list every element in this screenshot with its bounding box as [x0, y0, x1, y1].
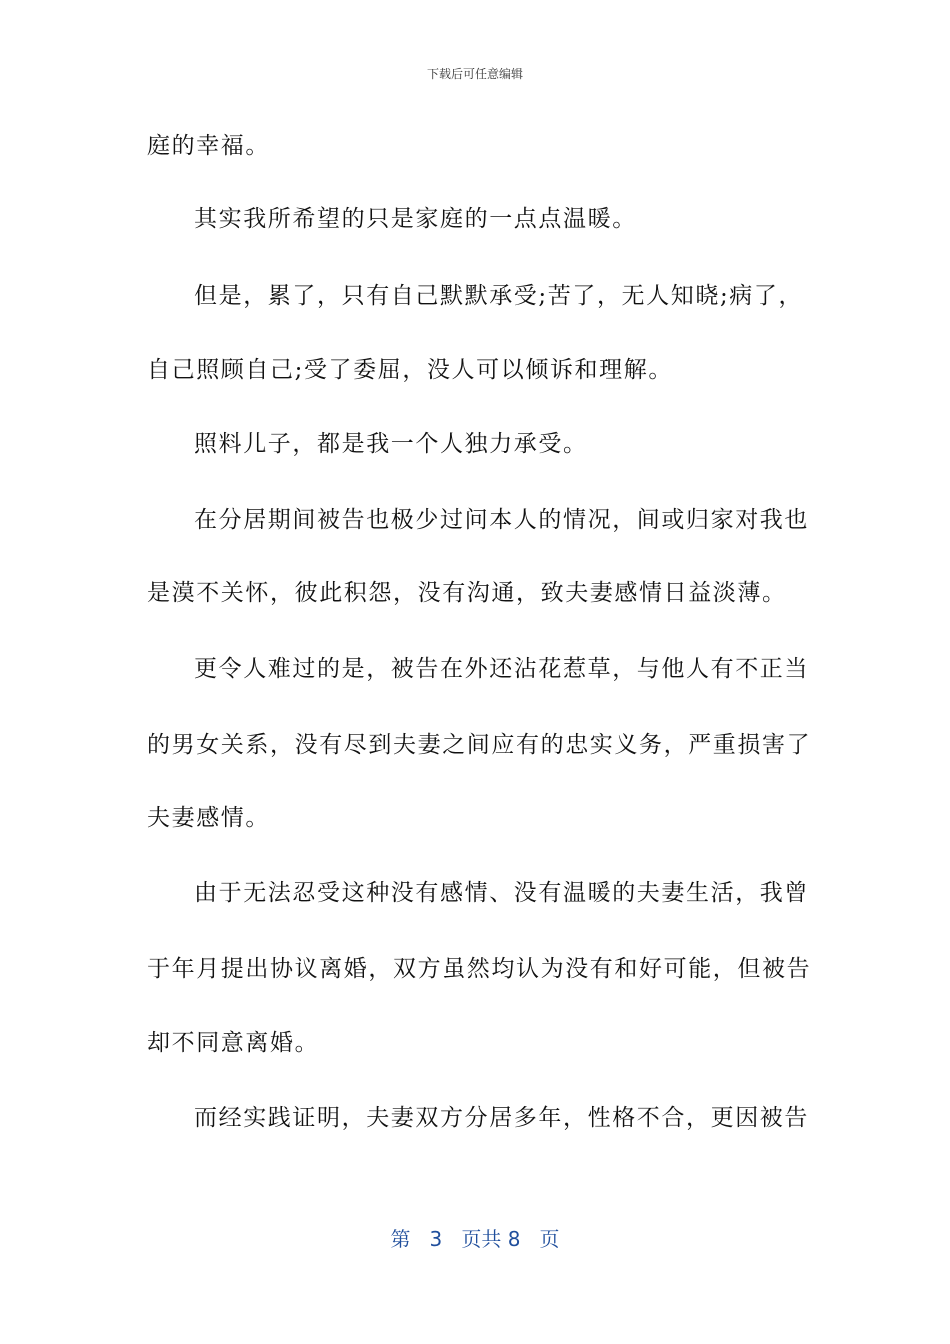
body-line: 其实我所希望的只是家庭的一点点温暖。 — [194, 206, 637, 232]
body-line: 夫妻感情。 — [147, 805, 270, 831]
page-footer — [0, 1226, 950, 1252]
body-line: 而经实践证明，夫妻双方分居多年，性格不合，更因被告 — [194, 1105, 809, 1131]
body-line: 在分居期间被告也极少过问本人的情况，间或归家对我也 — [194, 507, 809, 533]
body-line: 由于无法忍受这种没有感情、没有温暖的夫妻生活，我曾 — [194, 880, 809, 906]
body-line: 的男女关系，没有尽到夫妻之间应有的忠实义务，严重损害了 — [147, 732, 812, 758]
body-line: 自己照顾自己;受了委屈，没人可以倾诉和理解。 — [147, 357, 673, 383]
body-line: 是漠不关怀，彼此积怨，没有沟通，致夫妻感情日益淡薄。 — [147, 580, 787, 606]
body-line: 于年月提出协议离婚，双方虽然均认为没有和好可能，但被告 — [147, 956, 812, 982]
page-header: 下载后可任意编辑 — [426, 67, 523, 81]
footer-suffix: 页 — [539, 1227, 560, 1251]
current-page-number: 3 — [429, 1227, 443, 1251]
body-line: 照料儿子，都是我一个人独力承受。 — [194, 431, 588, 457]
total-pages-number: 8 — [507, 1227, 521, 1251]
body-line: 庭的幸福。 — [147, 133, 270, 159]
footer-prefix: 第 — [390, 1227, 411, 1251]
footer-middle: 页共 — [461, 1227, 502, 1251]
body-line: 更令人难过的是，被告在外还沾花惹草，与他人有不正当 — [194, 656, 809, 682]
body-line: 但是，累了，只有自己默默承受;苦了，无人知晓;病了， — [194, 283, 804, 309]
body-line: 却不同意离婚。 — [147, 1030, 320, 1056]
